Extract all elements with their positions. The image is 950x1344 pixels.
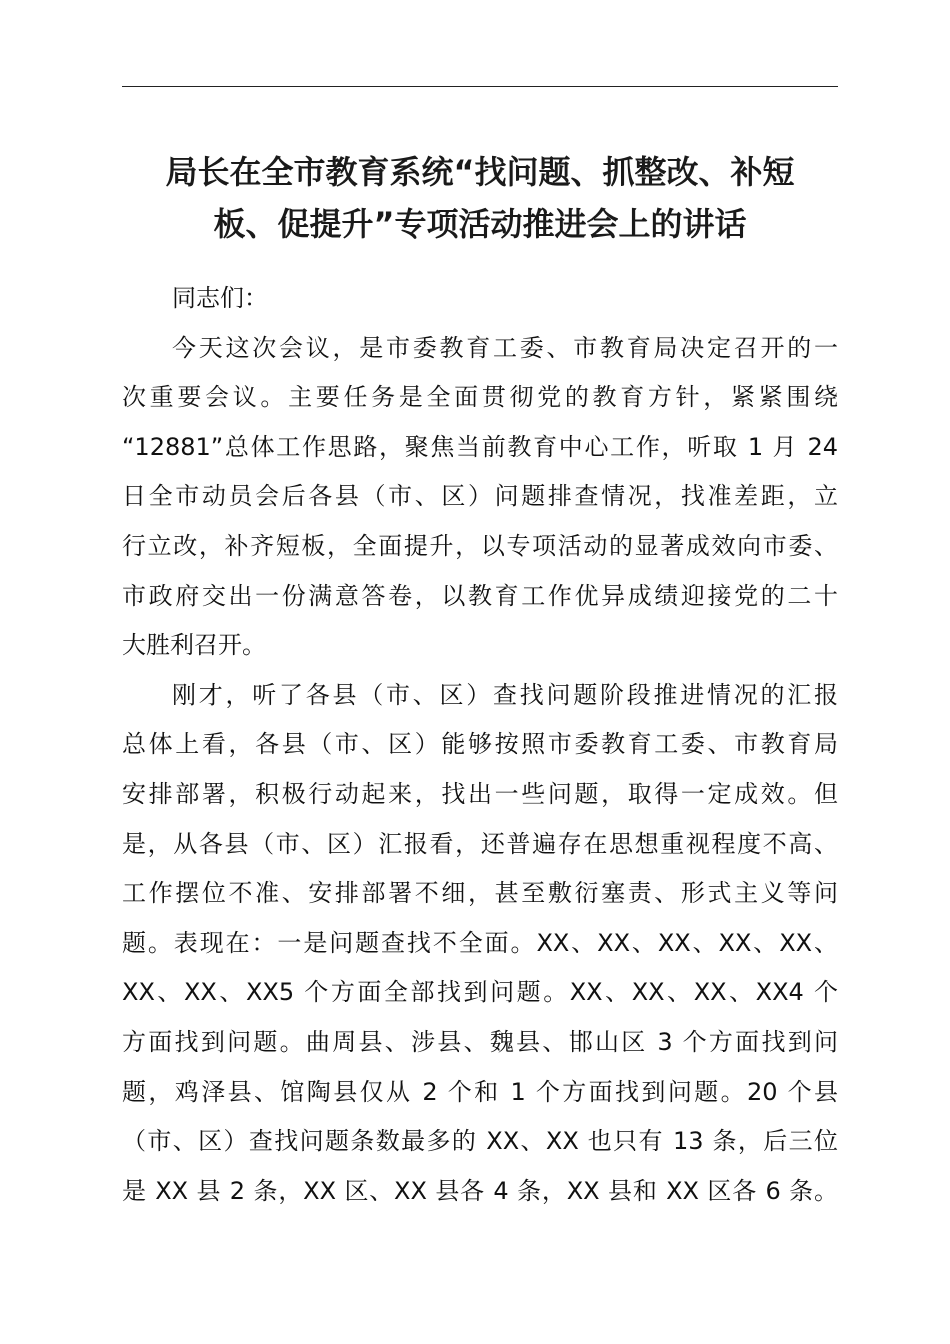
paragraph-line: 市政府交出一份满意答卷，以教育工作优异成绩迎接党的二十 bbox=[122, 581, 838, 610]
document-title bbox=[100, 146, 860, 250]
paragraph-line: 是，从各县（市、区）汇报看，还普遍存在思想重视程度不高、 bbox=[122, 829, 838, 858]
paragraph-line: “12881”总体工作思路，聚焦当前教育中心工作，听取 1 月 24 bbox=[122, 432, 838, 461]
header-rule bbox=[122, 86, 838, 87]
paragraph-line: 安排部署，积极行动起来，找出一些问题，取得一定成效。但 bbox=[122, 779, 838, 808]
paragraph-line: 大胜利召开。 bbox=[122, 631, 266, 660]
salutation: 同志们： bbox=[172, 284, 268, 312]
paragraph-line: （市、区）查找问题条数最多的 XX、XX 也只有 13 条，后三位 bbox=[122, 1127, 838, 1156]
paragraph-line: 次重要会议。主要任务是全面贯彻党的教育方针，紧紧围绕 bbox=[122, 383, 838, 412]
paragraph-2 bbox=[122, 671, 838, 1217]
paragraph-line: 工作摆位不准、安排部署不细，甚至敷衍塞责、形式主义等问 bbox=[122, 879, 838, 908]
title-line: 局长在全市教育系统“找问题、抓整改、补短 bbox=[165, 153, 795, 191]
title-line: 板、促提升”专项活动推进会上的讲话 bbox=[213, 205, 747, 243]
paragraph-line: 行立改，补齐短板，全面提升，以专项活动的显著成效向市委、 bbox=[122, 531, 838, 560]
paragraph-line: 刚才，听了各县（市、区）查找问题阶段推进情况的汇报 bbox=[172, 680, 838, 709]
paragraph-line: 日全市动员会后各县（市、区）问题排查情况，找准差距，立 bbox=[122, 482, 838, 511]
paragraph-line: 题，鸡泽县、馆陶县仅从 2 个和 1 个方面找到问题。20 个县 bbox=[122, 1077, 838, 1106]
paragraph-line: XX、XX、XX5 个方面全部找到问题。XX、XX、XX、XX4 个 bbox=[122, 978, 838, 1007]
paragraph-line: 是 XX 县 2 条，XX 区、XX 县各 4 条，XX 县和 XX 区各 6 条。 bbox=[122, 1176, 838, 1205]
paragraph-1 bbox=[122, 324, 838, 671]
paragraph-line: 总体上看，各县（市、区）能够按照市委教育工委、市教育局 bbox=[122, 730, 838, 759]
paragraph-line: 今天这次会议，是市委教育工委、市教育局决定召开的一 bbox=[172, 333, 838, 362]
document-body bbox=[122, 274, 838, 1216]
paragraph-line: 题。表现在：一是问题查找不全面。XX、XX、XX、XX、XX、 bbox=[122, 928, 838, 957]
paragraph-line: 方面找到问题。曲周县、涉县、魏县、邯山区 3 个方面找到问 bbox=[122, 1027, 838, 1056]
